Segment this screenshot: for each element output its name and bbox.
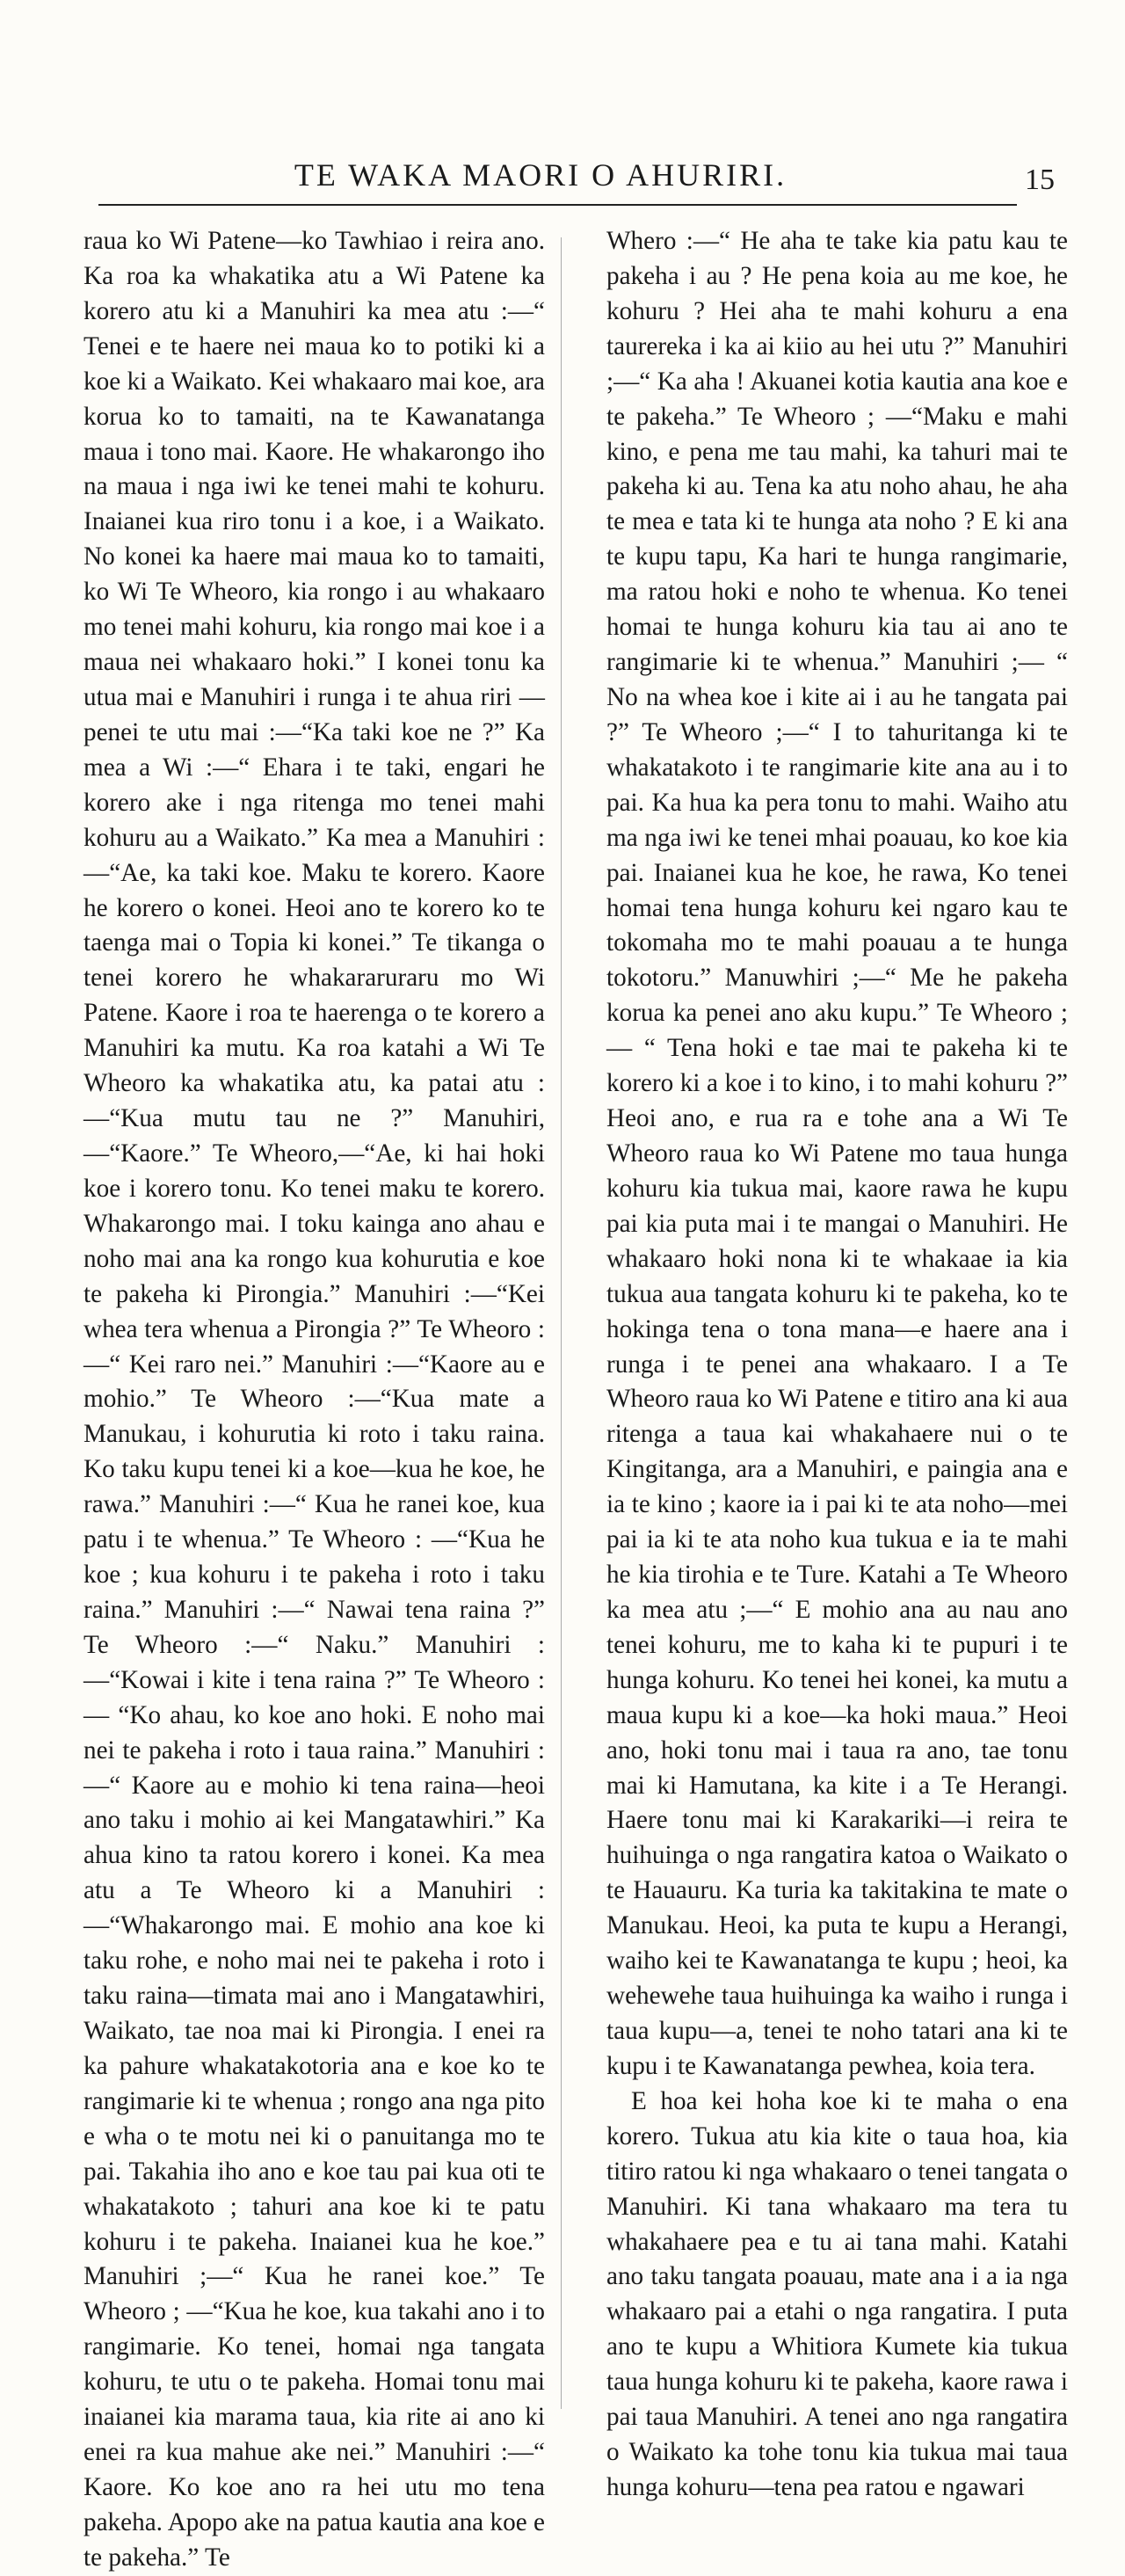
page-number: 15: [1025, 164, 1055, 196]
right-column: [606, 224, 1068, 2501]
paragraph: raua ko Wi Patene—ko Tawhiao i reira ano. Ka roa ka whakatika atu a Wi Patene ka korero atu ki a Manuhiri ka mea atu :—“ Tenei e te haere nei maua ko to potiki ki a koe ki a Waikato. Kei whakaaro mai koe, ara korua ko to tamaiti, na te Kawanatanga maua i tono mai. Kaore. He whakarongo iho na maua i nga iwi ke tenei mahi te kohuru. Inaianei kua riro tonu i a koe, i a Waikato. No konei ka haere mai maua ko to tamaiti, ko Wi Te Wheoro, kia rongo i au whakaaro mo tenei mahi kohuru, kia rongo mai koe i a maua nei whakaaro hoki.” I konei tonu ka utua mai e Manuhiri i runga i te ahua riri —penei te utu mai :—“Ka taki koe ne ?” Ka mea a Wi :—“ Ehara i te taki, engari he korero ake i nga ritenga mo tenei mahi kohuru au a Waikato.” Ka mea a Manuhiri :—“Ae, ka taki koe. Maku te korero. Kaore he korero o konei. Heoi ano te korero ko te taenga mai o Topia ki konei.” Te tikanga o tenei korero he whakararuraru mo Wi Patene. Kaore i roa te haerenga o te korero a Manuhiri ka mutu. Ka roa katahi a Wi Te Wheoro ka whakatika atu, ka patai atu :—“Kua mutu tau ne ?” Manuhiri,—“Kaore.” Te Wheoro,—“Ae, ki hai hoki koe i korero tonu. Ko tenei maku te korero. Whakarongo mai. I toku kainga ano ahau e noho mai ana ka rongo kua kohurutia e koe te pakeha ki Pirongia.” Manuhiri :—“Kei whea tera whenua a Pirongia ?” Te Wheoro :—“ Kei raro nei.” Manuhiri :—“Kaore au e mohio.” Te Wheoro :—“Kua mate a Manukau, i kohurutia ki roto i taku raina. Ko taku kupu tenei ki a koe—kua he koe, he rawa.” Manuhiri :—“ Kua he ranei koe, kua patu i te whenua.” Te Wheoro : —“Kua he koe ; kua kohuru i te pakeha i roto i taku raina.” Manuhiri :—“ Nawai tena raina ?” Te Wheoro :—“ Naku.” Manuhiri :—“Kowai i kite i tena raina ?” Te Wheoro :— “Ko ahau, ko koe ano hoki. E noho mai nei te pakeha i roto i taua raina.” Manuhiri :—“ Kaore au e mohio ki tena raina—heoi ano taku i mohio ai kei Mangatawhiri.” Ka ahua kino ta ratou korero i konei. Ka mea atu a Te Wheoro ki a Manuhiri :—“Whakarongo mai. E mohio ana koe ki taku rohe, e noho mai nei te pakeha i roto i taku raina—timata mai ano i Mangatawhiri, Waikato, tae noa mai ki Pirongia. I enei ra ka pahure whakatakotoria ana e koe ko te rangimarie ki te whenua ; rongo ana nga pito e wha o te motu nei ki o panuitanga mo te pai. Takahia iho ano e koe tau pai kua oti te whakatakoto ; tahuri ana koe ki te patu kohuru i te pakeha. Inaianei kua he koe.” Manuhiri ;—“ Kua he ranei koe.” Te Wheoro ; —“Kua he koe, kua takahi ano i to rangimarie. Ko tenei, homai nga tangata kohuru, te utu o te pakeha. Homai tonu mai inaianei kia marama taua, kia rite ai ano ki enei ra kua mahue ake nei.” Manuhiri :—“ Kaore. Ko koe ano ra hei utu mo tena pakeha. Apopo ake na patua kautia ana koe e te pakeha.” Te: [83, 227, 545, 2572]
running-title: TE WAKA MAORI O AHURIRI.: [294, 157, 788, 193]
left-column: [83, 224, 545, 2572]
column-divider: [561, 237, 562, 2409]
page-header: [79, 156, 1072, 209]
header-rule: [98, 204, 1017, 206]
paragraph: Whero :—“ He aha te take kia patu kau te pakeha i au ? He pena koia au me koe, he kohuru ? Hei aha te mahi kohuru a ena taurereka i ka ai kiio au hei utu ?” Manuhiri ;—“ Ka aha ! Akuanei kotia kautia ana koe e te pakeha.” Te Wheoro ; —“Maku e mahi kino, e pena me tau mahi, ka tahuri mai te pakeha ki au. Tena ka atu noho ahau, he aha te mea e tata ki te hunga ata noho ? E ki ana te kupu tapu, Ka hari te hunga rangimarie, ma ratou hoki e noho te whenua. Ko tenei homai te hunga kohuru kia tau ai ano te rangimarie ki te whenua.” Manuhiri ;— “ No na whea koe i kite ai i au he tangata pai ?” Te Wheoro ;—“ I to tahuritanga ki te whakatakoto i te rangimarie kite ana au i to pai. Ka hua ka pera tonu to mahi. Waiho atu ma nga iwi ke tenei mhai poauau, ko koe kia pai. Inaianei kua he koe, he rawa, Ko tenei homai tena hunga kohuru kei ngaro kau te tokomaha mo te mahi poauau a te hunga tokotoru.” Manuwhiri ;—“ Me he pakeha korua ka penei ano aku kupu.” Te Wheoro ;— “ Tena hoki e tae mai te pakeha ki te korero ki a koe i to kino, i to mahi kohuru ?” Heoi ano, e rua ra e tohe ana a Wi Te Wheoro raua ko Wi Patene mo taua hunga kohuru kia tukua mai, kaore rawa he kupu pai kia puta mai i te mangai o Manuhiri. He whakaaro hoki nona ki te whakaae ia kia tukua aua tangata kohuru ki te pakeha, ko te hokinga tena o tona mana—e haere ana i runga i te penei ana whakaaro. I a Te Wheoro raua ko Wi Patene e titiro ana ki aua ritenga a taua kai whakahaere nui o te Kingitanga, ara a Manuhiri, e paingia ana e ia te kino ; kaore ia i pai ki te ata noho—mei pai ia ki te ata noho kua tukua e ia te mahi he kia tirohia e te Ture. Katahi a Te Wheoro ka mea atu ;—“ E mohio ana au nau ano tenei kohuru, me to kaha ki te pupuri i te hunga kohuru. Ko tenei hei konei, ka mutu a maua kupu ki a koe—ka hoki maua.” Heoi ano, hoki tonu mai i taua ra ano, tae tonu mai ki Hamutana, ka kite i a Te Herangi. Haere tonu mai ki Karakariki—i reira te huihuinga o nga rangatira katoa o Waikato o te Hauauru. Ka turia ka takitakina te mate o Manukau. Heoi, ka puta te kupu a Herangi, waiho kei te Kawanatanga te kupu ; heoi, ka wehewehe taua huihuinga ka waiho i runga i taua kupu—a, tenei te noho tatari ana ki te kupu i te Kawanatanga pewhea, koia tera.: [606, 227, 1068, 2080]
paragraph: E hoa kei hoha koe ki te maha o ena korero. Tukua atu kia kite o taua hoa, kia titiro ratou ki nga whakaaro o tenei tangata o Manuhiri. Ki tana whakaaro ma tera tu whakahaere pea e tu ai tana mahi. Katahi ano taku tangata poauau, mate ana i a ia nga whakaaro pai a etahi o nga rangatira. I puta ano te kupu a Whitiora Kumete kia tukua taua hunga kohuru ki te pakeha, kaore rawa i pai taua Manuhiri. A tenei ano nga rangatira o Waikato ka tohe tonu kia tukua mai taua hunga kohuru—tena pea ratou e ngawari: [606, 2086, 1068, 2501]
